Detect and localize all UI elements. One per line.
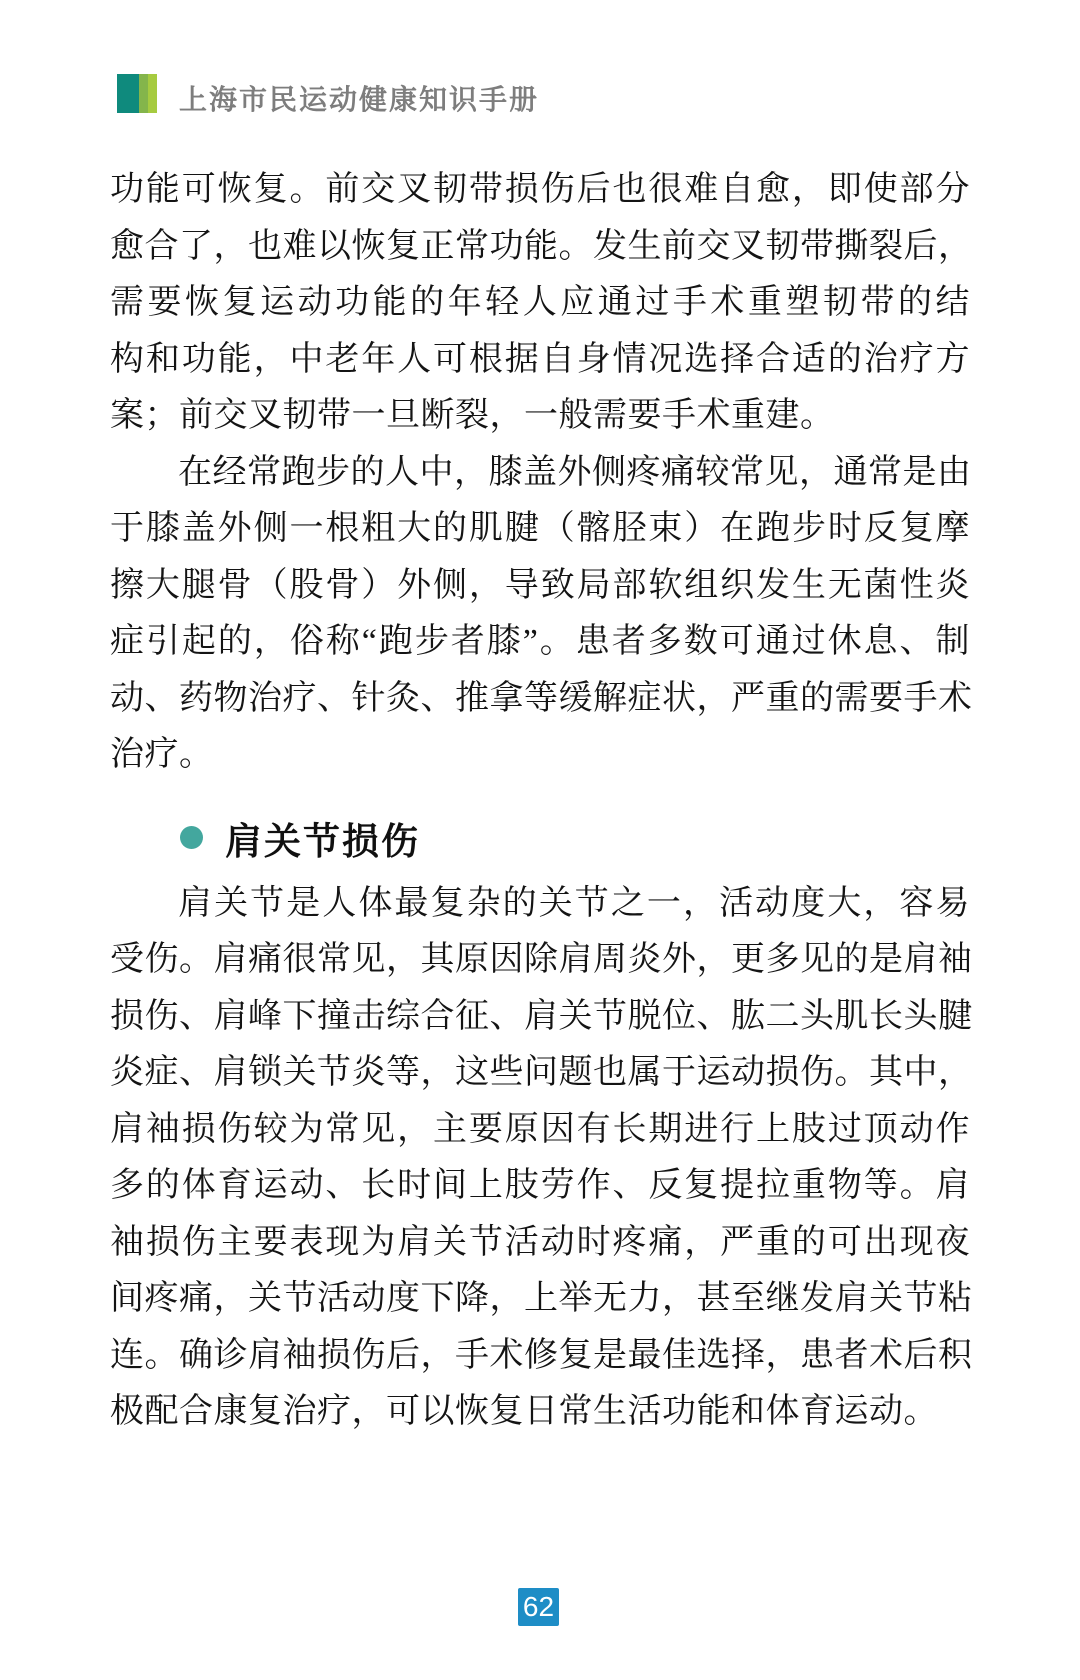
text-line: 肩袖损伤较为常见，主要原因有长期进行上肢过顶动作 [110,1110,970,1148]
text-line: 多的体育运动、长时间上肢劳作、反复提拉重物等。肩 [110,1167,970,1204]
logo-stripe-green [139,74,148,113]
text-line: 极配合康复治疗，可以恢复日常生活功能和体育运动。 [110,1393,938,1430]
bullet-icon [180,826,203,849]
text-line: 症引起的，俗称“跑步者膝”。患者多数可通过休息、制 [110,623,970,660]
logo-stripe-light-green [148,74,157,113]
text-line: 动、药物治疗、针灸、推拿等缓解症状，严重的需要手术 [110,679,973,717]
text-line: 治疗。 [110,736,214,773]
text-line: 损伤、肩峰下撞击综合征、肩关节脱位、肱二头肌长头腱 [110,997,973,1035]
page-content [110,162,973,1441]
handbook-title: 上海市民运动健康知识手册 [179,84,540,115]
text-line: 受伤。肩痛很常见，其原因除肩周炎外，更多见的是肩袖 [110,941,973,978]
paragraph-acl-injury [110,162,973,445]
text-line: 间疼痛，关节活动度下降，上举无力，甚至继发肩关节粘 [110,1280,973,1317]
text-line: 案；前交叉韧带一旦断裂，一般需要手术重建。 [110,397,835,434]
text-line: 功能可恢复。前交叉韧带损伤后也很难自愈，即使部分 [110,171,970,208]
text-line: 需要恢复运动功能的年轻人应通过手术重塑韧带的结 [110,284,970,321]
text-line: 于膝盖外侧一根粗大的肌腱（髂胫束）在跑步时反复摩 [110,510,970,547]
paragraph-shoulder-injury [110,876,973,1441]
text-line: 袖损伤主要表现为肩关节活动时疼痛，严重的可出现夜 [110,1223,970,1261]
text-line: 擦大腿骨（股骨）外侧，导致局部软组织发生无菌性炎 [110,566,970,604]
text-line: 炎症、肩锁关节炎等，这些问题也属于运动损伤。其中， [110,1054,973,1091]
text-line: 在经常跑步的人中，膝盖外侧疼痛较常见，通常是由 [178,453,972,491]
section-heading-shoulder-injury [180,810,970,866]
paragraph-runners-knee [110,445,973,784]
logo-icon [117,74,157,113]
text-line: 肩关节是人体最复杂的关节之一，活动度大，容易 [178,884,970,922]
section-heading-text: 肩关节损伤 [225,820,420,862]
text-line: 构和功能，中老年人可根据自身情况选择合适的治疗方 [110,340,970,378]
text-line: 连。确诊肩袖损伤后，手术修复是最佳选择，患者术后积 [110,1336,973,1374]
logo-stripe-teal [117,74,139,113]
page-header [0,0,1080,140]
text-line: 愈合了，也难以恢复正常功能。发生前交叉韧带撕裂后， [110,227,973,265]
page-number-badge: 62 [518,1588,559,1626]
